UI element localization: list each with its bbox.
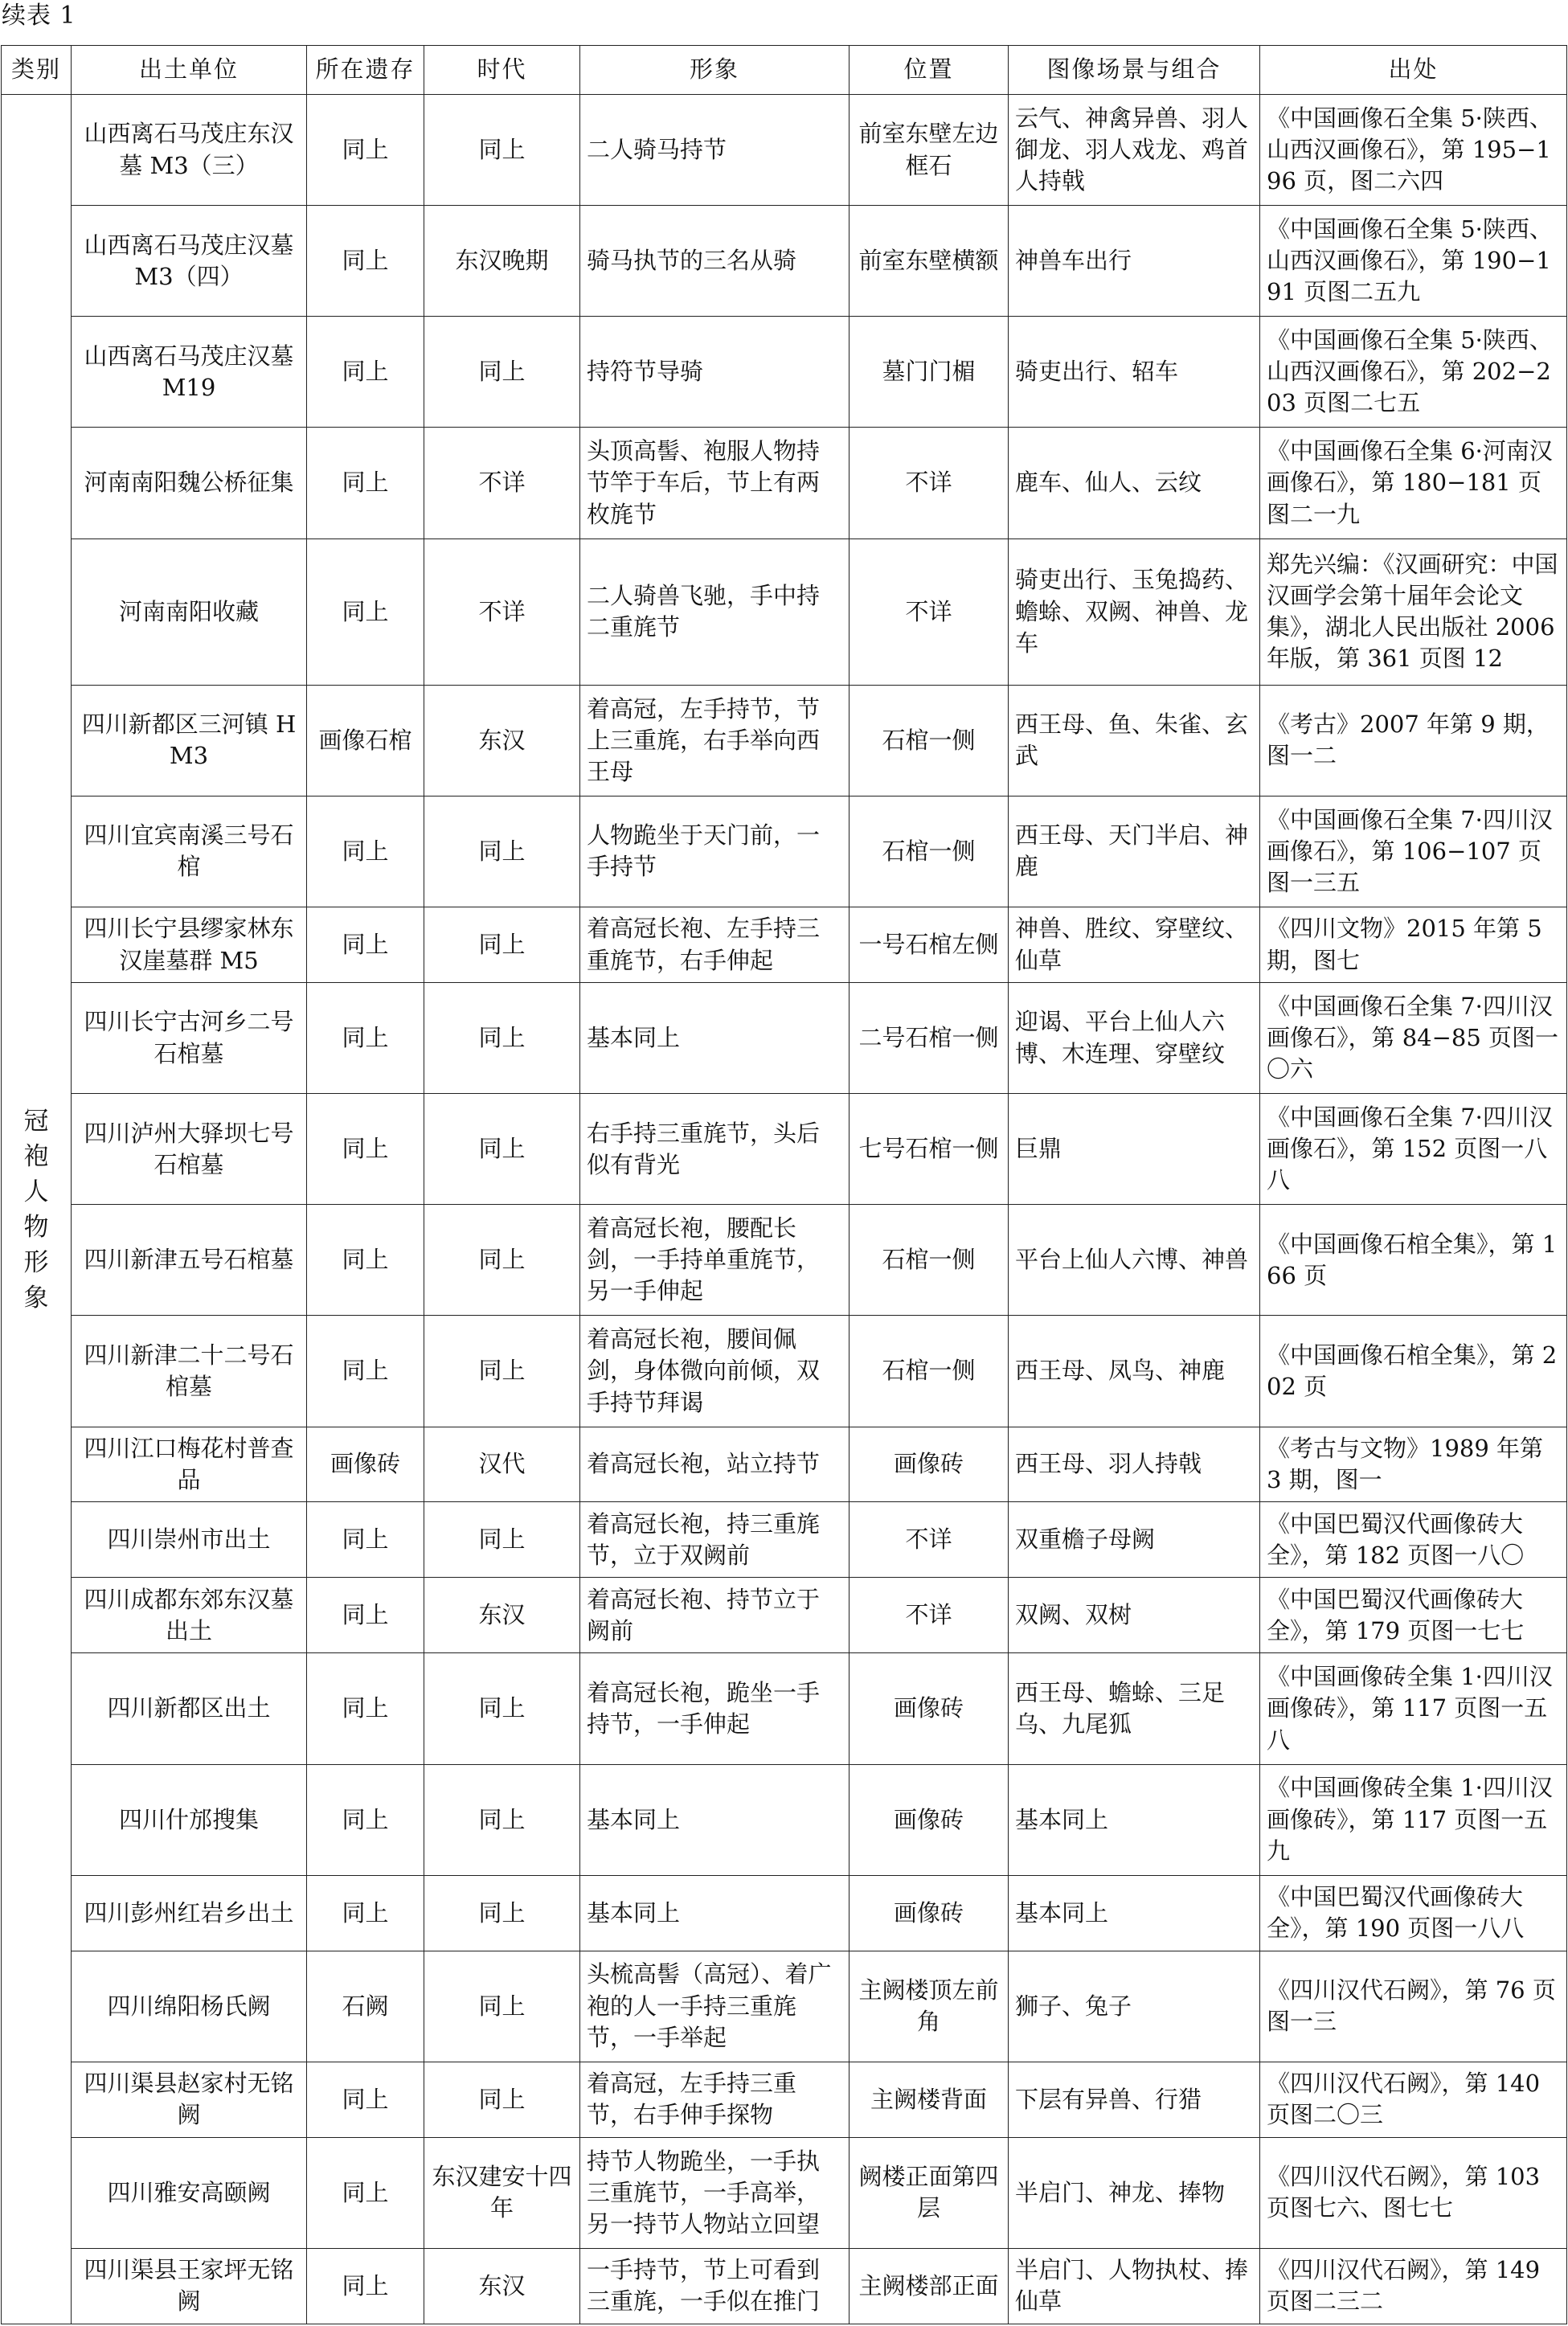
image-cell: 骑马执节的三名从骑 [580, 206, 850, 317]
position-cell: 主阙楼背面 [850, 2062, 1009, 2137]
source-cell: 《考古与文物》1989 年第 3 期，图一 [1260, 1427, 1567, 1502]
position-cell: 画像砖 [850, 1427, 1009, 1502]
position-cell: 不详 [850, 1578, 1009, 1653]
table-row [2, 1578, 1567, 1653]
table-row [2, 2248, 1567, 2324]
era-cell: 同上 [424, 1502, 580, 1578]
image-cell: 右手持三重旄节，头后似有背光 [580, 1094, 850, 1205]
scene-cell: 双重檐子母阙 [1009, 1502, 1260, 1578]
source-cell: 《中国画像石全集 5·陕西、山西汉画像石》，第 195−196 页，图二六四 [1260, 95, 1567, 206]
position-cell: 前室东壁左边框石 [850, 95, 1009, 206]
era-cell: 汉代 [424, 1427, 580, 1502]
unit-cell: 四川江口梅花村普查品 [72, 1427, 307, 1502]
unit-cell: 山西离石马茂庄汉墓 M19 [72, 317, 307, 428]
position-cell: 主阙楼顶左前角 [850, 1951, 1009, 2062]
table-row [2, 1094, 1567, 1205]
table-row [2, 1764, 1567, 1875]
remains-cell: 同上 [307, 1316, 424, 1427]
scene-cell: 半启门、人物执杖、捧仙草 [1009, 2248, 1260, 2324]
remains-cell: 同上 [307, 317, 424, 428]
scene-cell: 基本同上 [1009, 1875, 1260, 1951]
header-position: 位置 [850, 46, 1009, 95]
remains-cell: 同上 [307, 1578, 424, 1653]
era-cell: 同上 [424, 95, 580, 206]
scene-cell: 平台上仙人六博、神兽 [1009, 1205, 1260, 1316]
table-body [2, 95, 1567, 2324]
era-cell: 同上 [424, 1094, 580, 1205]
unit-cell: 四川长宁县缪家林东汉崖墓群 M5 [72, 907, 307, 983]
image-cell: 人物跪坐于天门前，一手持节 [580, 796, 850, 907]
era-cell: 东汉 [424, 685, 580, 796]
header-image: 形象 [580, 46, 850, 95]
header-source: 出处 [1260, 46, 1567, 95]
position-cell: 主阙楼部正面 [850, 2248, 1009, 2324]
table-row [2, 1427, 1567, 1502]
image-cell: 着高冠长袍，站立持节 [580, 1427, 850, 1502]
position-cell: 画像砖 [850, 1764, 1009, 1875]
remains-cell: 画像石棺 [307, 685, 424, 796]
era-cell: 同上 [424, 2062, 580, 2137]
table-row [2, 1653, 1567, 1764]
scene-cell: 神兽、胜纹、穿壁纹、仙草 [1009, 907, 1260, 983]
era-cell: 同上 [424, 1951, 580, 2062]
era-cell: 不详 [424, 539, 580, 685]
remains-cell: 同上 [307, 1653, 424, 1764]
unit-cell: 四川什邡搜集 [72, 1764, 307, 1875]
scene-cell: 骑吏出行、玉兔捣药、蟾蜍、双阙、神兽、龙车 [1009, 539, 1260, 685]
source-cell: 《中国画像砖全集 1·四川汉画像砖》，第 117 页图一五八 [1260, 1653, 1567, 1764]
scene-cell: 下层有异兽、行猎 [1009, 2062, 1260, 2137]
era-cell: 不详 [424, 428, 580, 539]
position-cell: 画像砖 [850, 1875, 1009, 1951]
era-cell: 同上 [424, 907, 580, 983]
scene-cell: 西王母、凤鸟、神鹿 [1009, 1316, 1260, 1427]
remains-cell: 同上 [307, 907, 424, 983]
image-cell: 着高冠长袍，腰间佩剑，身体微向前倾，双手持节拜谒 [580, 1316, 850, 1427]
scene-cell: 狮子、兔子 [1009, 1951, 1260, 2062]
remains-cell: 同上 [307, 1875, 424, 1951]
table-row [2, 206, 1567, 317]
remains-cell: 同上 [307, 428, 424, 539]
image-cell: 着高冠长袍、左手持三重旄节，右手伸起 [580, 907, 850, 983]
scene-cell: 神兽车出行 [1009, 206, 1260, 317]
remains-cell: 同上 [307, 1205, 424, 1316]
unit-cell: 四川新津二十二号石棺墓 [72, 1316, 307, 1427]
remains-cell: 画像砖 [307, 1427, 424, 1502]
scene-cell: 骑吏出行、轺车 [1009, 317, 1260, 428]
table-row [2, 685, 1567, 796]
source-cell: 《中国画像石棺全集》，第 166 页 [1260, 1205, 1567, 1316]
position-cell: 画像砖 [850, 1653, 1009, 1764]
table-header-row [2, 46, 1567, 95]
remains-cell: 同上 [307, 796, 424, 907]
position-cell: 墓门门楣 [850, 317, 1009, 428]
position-cell: 一号石棺左侧 [850, 907, 1009, 983]
era-cell: 东汉 [424, 1578, 580, 1653]
era-cell: 同上 [424, 1764, 580, 1875]
image-cell: 着高冠，左手持三重节，右手伸手探物 [580, 2062, 850, 2137]
source-cell: 《中国画像石全集 5·陕西、山西汉画像石》，第 202−203 页图二七五 [1260, 317, 1567, 428]
table-caption: 续表 1 [2, 2, 76, 30]
era-cell: 东汉建安十四年 [424, 2137, 580, 2248]
position-cell: 阙楼正面第四层 [850, 2137, 1009, 2248]
source-cell: 《中国画像石棺全集》，第 202 页 [1260, 1316, 1567, 1427]
scene-cell: 鹿车、仙人、云纹 [1009, 428, 1260, 539]
remains-cell: 同上 [307, 539, 424, 685]
remains-cell: 同上 [307, 95, 424, 206]
table-row [2, 907, 1567, 983]
scene-cell: 西王母、鱼、朱雀、玄武 [1009, 685, 1260, 796]
remains-cell: 同上 [307, 1094, 424, 1205]
era-cell: 同上 [424, 1875, 580, 1951]
era-cell: 东汉晚期 [424, 206, 580, 317]
table-row [2, 95, 1567, 206]
era-cell: 同上 [424, 317, 580, 428]
era-cell: 东汉 [424, 2248, 580, 2324]
unit-cell: 河南南阳魏公桥征集 [72, 428, 307, 539]
image-cell: 基本同上 [580, 983, 850, 1094]
era-cell: 同上 [424, 1653, 580, 1764]
scene-cell: 双阙、双树 [1009, 1578, 1260, 1653]
image-cell: 基本同上 [580, 1875, 850, 1951]
source-cell: 《四川汉代石阙》，第 149 页图二三二 [1260, 2248, 1567, 2324]
unit-cell: 四川宜宾南溪三号石棺 [72, 796, 307, 907]
category-cell [2, 95, 72, 2324]
table-row [2, 428, 1567, 539]
unit-cell: 四川新都区三河镇 HM3 [72, 685, 307, 796]
source-cell: 《四川文物》2015 年第 5 期，图七 [1260, 907, 1567, 983]
source-cell: 《中国巴蜀汉代画像砖大全》，第 190 页图一八八 [1260, 1875, 1567, 1951]
source-cell: 《中国画像石全集 7·四川汉画像石》，第 84−85 页图一〇六 [1260, 983, 1567, 1094]
image-cell: 头顶高髻、袍服人物持节竿于车后，节上有两枚旄节 [580, 428, 850, 539]
table-row [2, 539, 1567, 685]
source-cell: 《中国画像石全集 7·四川汉画像石》，第 106−107 页图一三五 [1260, 796, 1567, 907]
image-cell: 着高冠长袍，腰配长剑，一手持单重旄节，另一手伸起 [580, 1205, 850, 1316]
unit-cell: 山西离石马茂庄汉墓 M3（四） [72, 206, 307, 317]
era-cell: 同上 [424, 796, 580, 907]
table-row [2, 1205, 1567, 1316]
era-cell: 同上 [424, 983, 580, 1094]
table-row [2, 983, 1567, 1094]
position-cell: 二号石棺一侧 [850, 983, 1009, 1094]
position-cell: 石棺一侧 [850, 796, 1009, 907]
source-cell: 《四川汉代石阙》，第 140 页图二〇三 [1260, 2062, 1567, 2137]
table-row [2, 796, 1567, 907]
table-row [2, 1951, 1567, 2062]
table-row [2, 1502, 1567, 1578]
image-cell: 着高冠长袍，跪坐一手持节，一手伸起 [580, 1653, 850, 1764]
unit-cell: 四川彭州红岩乡出土 [72, 1875, 307, 1951]
source-cell: 《中国巴蜀汉代画像砖大全》，第 179 页图一七七 [1260, 1578, 1567, 1653]
image-cell: 基本同上 [580, 1764, 850, 1875]
unit-cell: 河南南阳收藏 [72, 539, 307, 685]
source-cell: 《中国画像砖全集 1·四川汉画像砖》，第 117 页图一五九 [1260, 1764, 1567, 1875]
image-cell: 头梳高髻（高冠）、着广袍的人一手持三重旄节，一手举起 [580, 1951, 850, 2062]
table-row [2, 2062, 1567, 2137]
image-cell: 着高冠长袍，持三重旄节，立于双阙前 [580, 1502, 850, 1578]
remains-cell: 同上 [307, 2248, 424, 2324]
position-cell: 石棺一侧 [850, 685, 1009, 796]
unit-cell: 四川长宁古河乡二号石棺墓 [72, 983, 307, 1094]
remains-cell: 同上 [307, 2137, 424, 2248]
position-cell: 不详 [850, 428, 1009, 539]
table-row [2, 1316, 1567, 1427]
unit-cell: 四川雅安高颐阙 [72, 2137, 307, 2248]
scene-cell: 西王母、天门半启、神鹿 [1009, 796, 1260, 907]
unit-cell: 四川泸州大驿坝七号石棺墓 [72, 1094, 307, 1205]
image-cell: 着高冠，左手持节，节上三重旄，右手举向西王母 [580, 685, 850, 796]
remains-cell: 同上 [307, 983, 424, 1094]
source-cell: 《中国画像石全集 7·四川汉画像石》，第 152 页图一八八 [1260, 1094, 1567, 1205]
remains-cell: 同上 [307, 2062, 424, 2137]
era-cell: 同上 [424, 1205, 580, 1316]
category-label: 冠袍人物形象 [23, 1106, 49, 1312]
source-cell: 《中国巴蜀汉代画像砖大全》，第 182 页图一八〇 [1260, 1502, 1567, 1578]
remains-cell: 同上 [307, 1764, 424, 1875]
source-cell: 《中国画像石全集 5·陕西、山西汉画像石》，第 190−191 页图二五九 [1260, 206, 1567, 317]
source-cell: 《中国画像石全集 6·河南汉画像石》，第 180−181 页图二一九 [1260, 428, 1567, 539]
remains-cell: 同上 [307, 206, 424, 317]
source-cell: 《四川汉代石阙》，第 76 页图一三 [1260, 1951, 1567, 2062]
unit-cell: 四川新都区出土 [72, 1653, 307, 1764]
table-row [2, 1875, 1567, 1951]
scene-cell: 西王母、蟾蜍、三足乌、九尾狐 [1009, 1653, 1260, 1764]
source-cell: 《考古》2007 年第 9 期，图一二 [1260, 685, 1567, 796]
position-cell: 石棺一侧 [850, 1205, 1009, 1316]
image-cell: 着高冠长袍、持节立于阙前 [580, 1578, 850, 1653]
image-cell: 持节人物跪坐，一手执三重旄节，一手高举，另一持节人物站立回望 [580, 2137, 850, 2248]
header-remains: 所在遗存 [307, 46, 424, 95]
source-cell: 《四川汉代石阙》，第 103 页图七六、图七七 [1260, 2137, 1567, 2248]
remains-cell: 石阙 [307, 1951, 424, 2062]
header-era: 时代 [424, 46, 580, 95]
image-cell: 二人骑兽飞驰，手中持二重旄节 [580, 539, 850, 685]
scene-cell: 巨鼎 [1009, 1094, 1260, 1205]
image-cell: 一手持节，节上可看到三重旄，一手似在推门 [580, 2248, 850, 2324]
scene-cell: 迎谒、平台上仙人六博、木连理、穿壁纹 [1009, 983, 1260, 1094]
table-row [2, 317, 1567, 428]
unit-cell: 四川渠县王家坪无铭阙 [72, 2248, 307, 2324]
header-category: 类别 [2, 46, 72, 95]
image-cell: 二人骑马持节 [580, 95, 850, 206]
unit-cell: 四川绵阳杨氏阙 [72, 1951, 307, 2062]
unit-cell: 四川渠县赵家村无铭阙 [72, 2062, 307, 2137]
unit-cell: 四川新津五号石棺墓 [72, 1205, 307, 1316]
unit-cell: 四川崇州市出土 [72, 1502, 307, 1578]
era-cell: 同上 [424, 1316, 580, 1427]
position-cell: 前室东壁横额 [850, 206, 1009, 317]
image-cell: 持符节导骑 [580, 317, 850, 428]
header-scene: 图像场景与组合 [1009, 46, 1260, 95]
scene-cell: 云气、神禽异兽、羽人御龙、羽人戏龙、鸡首人持戟 [1009, 95, 1260, 206]
header-unit: 出土单位 [72, 46, 307, 95]
unit-cell: 山西离石马茂庄东汉墓 M3（三） [72, 95, 307, 206]
table-row [2, 2137, 1567, 2248]
position-cell: 七号石棺一侧 [850, 1094, 1009, 1205]
position-cell: 不详 [850, 539, 1009, 685]
source-cell: 郑先兴编：《汉画研究：中国汉画学会第十届年会论文集》，湖北人民出版社 2006 年版，第 361 页图 12 [1260, 539, 1567, 685]
position-cell: 不详 [850, 1502, 1009, 1578]
scene-cell: 半启门、神龙、捧物 [1009, 2137, 1260, 2248]
position-cell: 石棺一侧 [850, 1316, 1009, 1427]
scene-cell: 西王母、羽人持戟 [1009, 1427, 1260, 1502]
unit-cell: 四川成都东郊东汉墓出土 [72, 1578, 307, 1653]
scene-cell: 基本同上 [1009, 1764, 1260, 1875]
data-table [1, 45, 1567, 2324]
remains-cell: 同上 [307, 1502, 424, 1578]
